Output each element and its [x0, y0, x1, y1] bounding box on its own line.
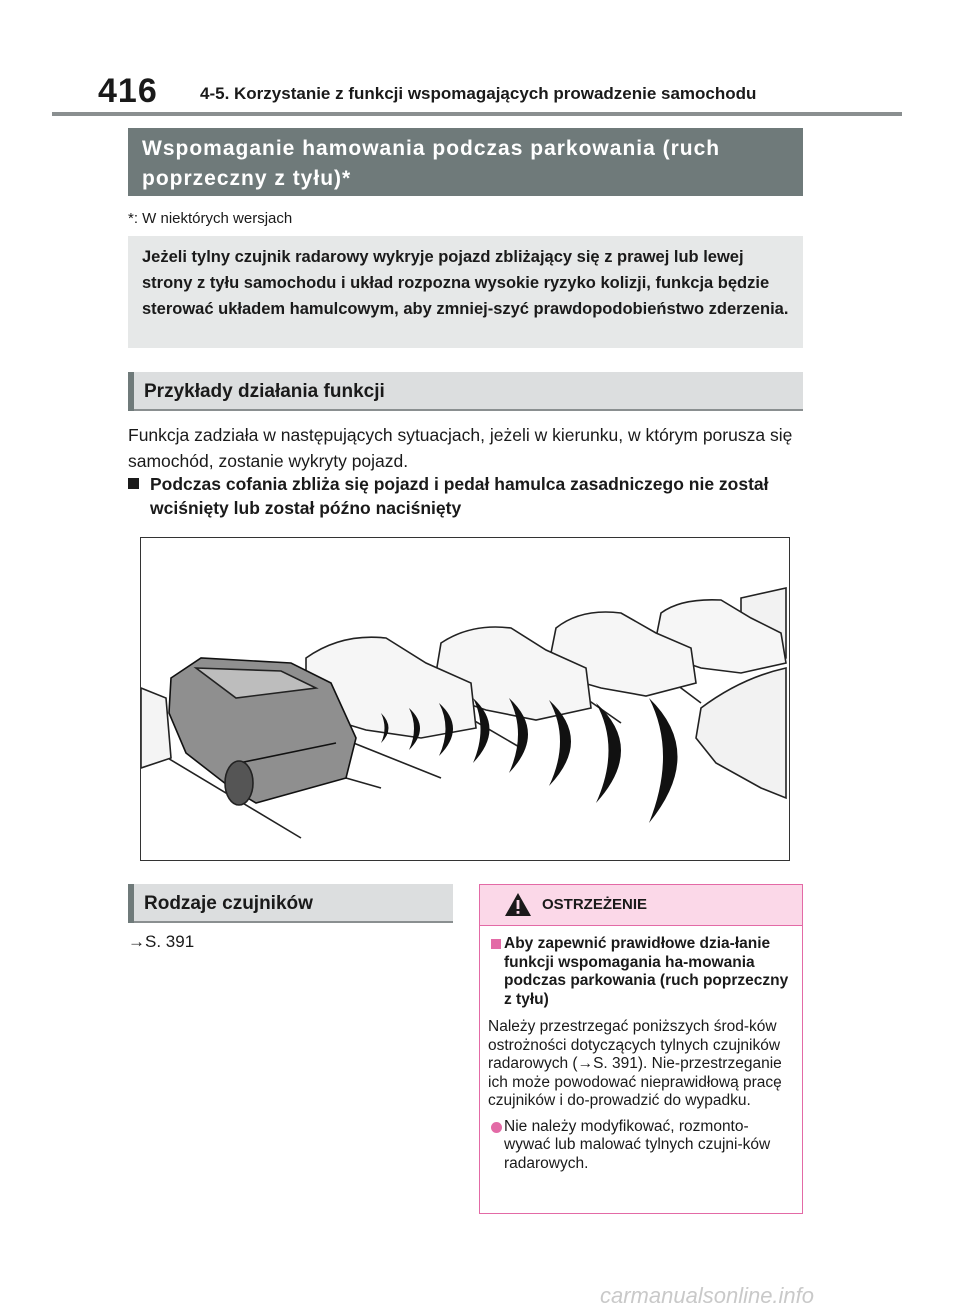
warning-item-heading [488, 935, 794, 1009]
warning-title: OSTRZEŻENIE [542, 896, 648, 913]
parking-scene-drawing [141, 538, 790, 861]
sensors-heading: Rodzaje czujników [128, 884, 453, 923]
examples-paragraph: Funkcja zadziała w następujących sytuacjach, jeżeli w kierunku, w którym porusza się samochód, zostanie wykryty pojazd. [128, 425, 793, 471]
warning-item-heading-text: Aby zapewnić prawidłowe dzia-łanie funkcji wspomagania ha-mowania podczas parkowania (ruch poprzeczny z tyłu) [504, 935, 789, 1008]
watermark: carmanualsonline.info [600, 1283, 815, 1308]
examples-bullet [128, 472, 803, 520]
intro-box: Jeżeli tylny czujnik radarowy wykryje pojazd zbliżający się z prawej lub lewej strony z tyłu samochodu i układ rozpozna wysokie ryzyko kolizji, funkcja będzie sterować układem hamulcowym, aby zmniej-szyć prawdopodobieństwo zderzenia. [128, 236, 803, 348]
sensors-page-reference: →S. 391 [128, 932, 195, 951]
warning-bullet-text: Nie należy modyfikować, rozmonto-wywać lub malować tylnych czujni-ków radarowych. [504, 1117, 771, 1172]
parking-illustration [140, 537, 790, 861]
warning-body [488, 935, 794, 1173]
parking-line [341, 738, 441, 778]
page-number: 416 [98, 72, 158, 110]
warning-dot-icon [491, 1122, 502, 1133]
header-rule [52, 112, 902, 116]
examples-bullet-text: Podczas cofania zbliża się pojazd i pedał hamulca zasadniczego nie został wciśnięty lub został późno naciśnięty [150, 474, 769, 518]
warning-triangle-icon [504, 892, 532, 917]
suv-wheel [225, 761, 253, 805]
approaching-car [696, 668, 786, 798]
warning-square-icon [491, 939, 501, 949]
examples-heading: Przykłady działania funkcji [128, 372, 803, 411]
warning-paragraph: Należy przestrzegać poniższych środ-ków ostrożności dotyczących tylnych czujników radarowych (→S. 391). Nie-przestrzeganie ich może powodować nieprawidłową pracę czujników i do-prowadzić do wypadku. [488, 1018, 782, 1109]
chapter-title: 4-5. Korzystanie z funkcji wspomagających prowadzenie samochodu [200, 84, 757, 103]
warning-box [479, 884, 803, 1214]
parked-car-left [141, 688, 171, 768]
warning-bullet [488, 1118, 794, 1174]
footnote: *: W niektórych wersjach [128, 210, 293, 227]
warning-header [480, 885, 802, 926]
bullet-square-icon [128, 478, 139, 489]
section-heading: Wspomaganie hamowania podczas parkowania (ruch poprzeczny z tyłu)* [128, 128, 803, 196]
